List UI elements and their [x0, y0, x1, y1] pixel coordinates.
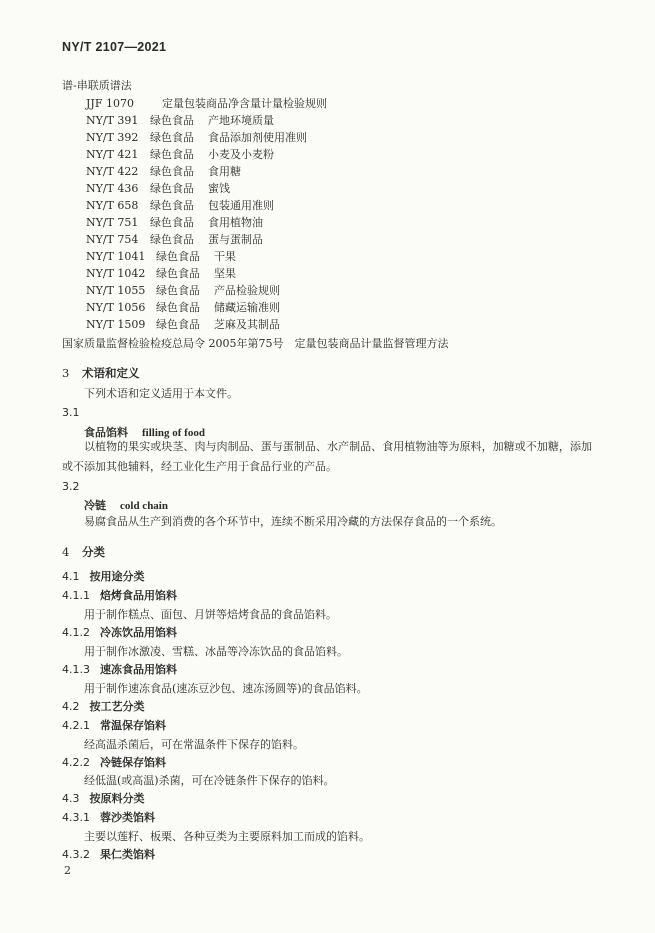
standard-code: NY/T 2107—2021: [62, 40, 167, 54]
ref-code: JJF 1070: [86, 97, 134, 110]
ref-category: 绿色食品: [150, 114, 194, 127]
clause-4-1-1-text: 用于制作糕点、面包、月饼等焙烤食品的食品馅料。: [84, 608, 337, 621]
clause-4-2-1: [62, 717, 166, 733]
term-zh: 食品馅料: [84, 426, 128, 439]
ref-category: 绿色食品: [150, 233, 194, 246]
ref-title: 储藏运输准则: [214, 301, 280, 314]
section-4-heading: [62, 544, 105, 560]
term-3-1-number: 3.1: [62, 406, 80, 419]
ref-title: 小麦及小麦粉: [208, 148, 274, 161]
section-number: 3: [62, 366, 70, 380]
decree-reference: 国家质量监督检验检疫总局令 2005年第75号 定量包装商品计量监督管理方法: [62, 337, 449, 350]
ref-item: [86, 285, 280, 296]
clause-number: 4.2: [62, 700, 80, 713]
clause-4-1-1: [62, 587, 177, 603]
ref-code: NY/T 436: [86, 182, 139, 195]
clause-number: 4.1.3: [62, 663, 90, 676]
clause-title: 按原料分类: [89, 792, 145, 805]
ref-code: NY/T 421: [86, 148, 139, 161]
ref-category: 绿色食品: [156, 284, 200, 297]
clause-title: 按用途分类: [89, 570, 145, 583]
ref-category: 绿色食品: [156, 301, 200, 314]
clause-title: 蓉沙类馅料: [100, 811, 155, 824]
clause-4-1-3-text: 用于制作速冻食品(速冻豆沙包、速冻汤圆等)的食品馅料。: [84, 682, 368, 695]
clause-number: 4.3.2: [62, 848, 90, 861]
ref-category: 绿色食品: [156, 250, 200, 263]
ref-code: NY/T 754: [86, 233, 139, 246]
ref-item: [86, 183, 230, 194]
clause-4-3-1-text: 主要以莲籽、板栗、各种豆类为主要原料加工而成的馅料。: [84, 830, 370, 843]
clause-4-2-2-text: 经低温(或高温)杀菌，可在冷链条件下保存的馅料。: [84, 774, 335, 787]
ref-code: NY/T 1056: [86, 301, 146, 314]
page-number: 2: [64, 864, 71, 877]
ref-code: NY/T 1041: [86, 250, 146, 263]
ref-item: [86, 200, 274, 211]
ref-item: [86, 217, 263, 228]
clause-4-3-2: [62, 846, 155, 862]
ref-code: NY/T 751: [86, 216, 139, 229]
ref-title: 干果: [214, 250, 236, 263]
section-title: 术语和定义: [82, 366, 140, 380]
clause-title: 冷链保存馅料: [100, 756, 166, 769]
ref-item: [86, 251, 236, 262]
clause-title: 焙烤食品用馅料: [100, 589, 177, 602]
ref-category: 绿色食品: [150, 165, 194, 178]
clause-4-3: [62, 790, 145, 806]
clause-4-2: [62, 698, 145, 714]
clause-title: 冷冻饮品用馅料: [100, 626, 177, 639]
ref-item: [86, 268, 236, 279]
clause-number: 4.3.1: [62, 811, 90, 824]
ref-title: 定量包装商品净含量计量检验规则: [162, 97, 327, 110]
clause-title: 速冻食品用馅料: [100, 663, 177, 676]
ref-category: 绿色食品: [156, 318, 200, 331]
clause-4-1-3: [62, 661, 177, 677]
ref-item: [86, 302, 280, 313]
ref-code: NY/T 1042: [86, 267, 146, 280]
section-3-heading: [62, 365, 140, 381]
ref-title: 产地环境质量: [208, 114, 274, 127]
clause-number: 4.2.1: [62, 719, 90, 732]
ref-title: 芝麻及其制品: [214, 318, 280, 331]
ref-category: 绿色食品: [150, 131, 194, 144]
ref-jjf-1070: [86, 98, 327, 109]
ref-code: NY/T 1055: [86, 284, 146, 297]
section-3-intro: 下列术语和定义适用于本文件。: [84, 387, 238, 400]
ref-category: 绿色食品: [156, 267, 200, 280]
section-number: 4: [62, 545, 70, 559]
ref-title: 食用植物油: [208, 216, 263, 229]
refs-intro: 谱-串联质谱法: [62, 79, 132, 92]
ref-title: 蜜饯: [208, 182, 230, 195]
term-en: filling of food: [142, 427, 205, 439]
ref-item: [86, 319, 280, 330]
term-3-2-heading: [84, 497, 168, 513]
ref-code: NY/T 422: [86, 165, 139, 178]
ref-item: [86, 234, 263, 245]
clause-number: 4.3: [62, 792, 80, 805]
ref-category: 绿色食品: [150, 148, 194, 161]
ref-code: NY/T 391: [86, 114, 139, 127]
ref-item: [86, 132, 307, 143]
ref-title: 包装通用准则: [208, 199, 274, 212]
clause-4-2-1-text: 经高温杀菌后，可在常温条件下保存的馅料。: [84, 738, 304, 751]
ref-title: 蛋与蛋制品: [208, 233, 263, 246]
term-3-2-number: 3.2: [62, 480, 80, 493]
ref-category: 绿色食品: [150, 182, 194, 195]
term-en: cold chain: [120, 500, 168, 512]
ref-title: 产品检验规则: [214, 284, 280, 297]
clause-title: 果仁类馅料: [100, 848, 155, 861]
clause-4-1-2-text: 用于制作冰激凌、雪糕、冰晶等冷冻饮品的食品馅料。: [84, 645, 348, 658]
ref-title: 食用糖: [208, 165, 241, 178]
clause-4-1: [62, 568, 145, 584]
ref-item: [86, 166, 241, 177]
clause-4-1-2: [62, 624, 177, 640]
section-title: 分类: [82, 545, 105, 559]
clause-title: 按工艺分类: [89, 700, 145, 713]
ref-item: [86, 115, 274, 126]
ref-code: NY/T 392: [86, 131, 139, 144]
term-zh: 冷链: [84, 499, 106, 512]
ref-item: [86, 149, 274, 160]
ref-code: NY/T 1509: [86, 318, 146, 331]
ref-category: 绿色食品: [150, 216, 194, 229]
ref-title: 坚果: [214, 267, 236, 280]
clause-4-2-2: [62, 754, 166, 770]
term-3-2-definition: 易腐食品从生产到消费的各个环节中，连续不断采用冷藏的方法保存食品的一个系统。: [84, 515, 502, 528]
clause-number: 4.2.2: [62, 756, 90, 769]
clause-number: 4.1.2: [62, 626, 90, 639]
ref-code: NY/T 658: [86, 199, 139, 212]
ref-category: 绿色食品: [150, 199, 194, 212]
clause-number: 4.1: [62, 570, 80, 583]
clause-4-3-1: [62, 809, 155, 825]
term-3-1-definition: 以植物的果实或块茎、肉与肉制品、蛋与蛋制品、水产制品、食用植物油等为原料，加糖或不加糖，添加或不添加其他辅料，经工业化生产用于食品行业的产品。: [62, 440, 592, 473]
clause-number: 4.1.1: [62, 589, 90, 602]
clause-title: 常温保存馅料: [100, 719, 166, 732]
ref-title: 食品添加剂使用准则: [208, 131, 307, 144]
